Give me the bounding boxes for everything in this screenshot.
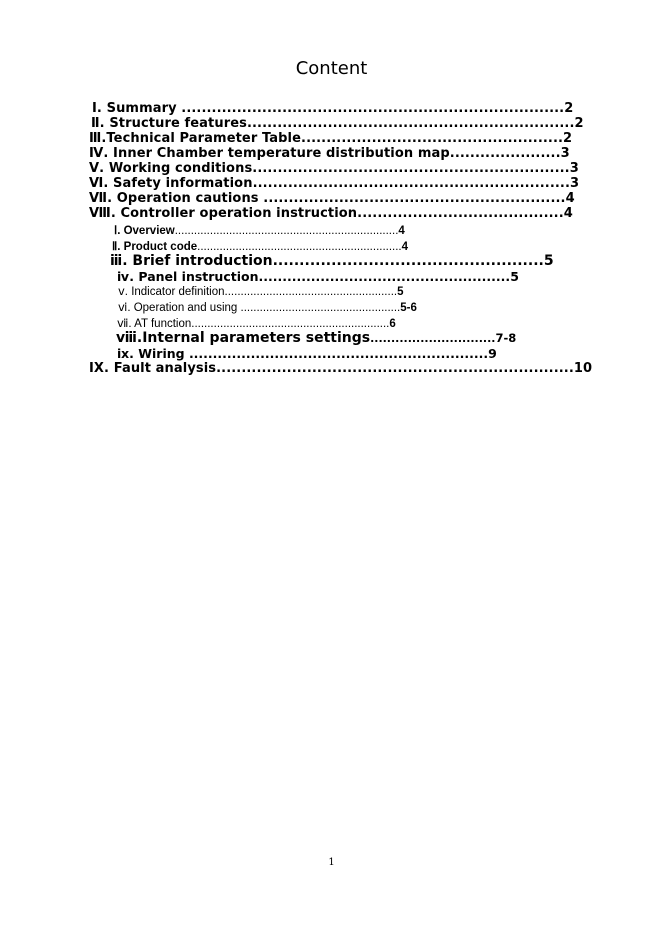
toc-label: ⅲ. Brief introduction <box>110 253 273 269</box>
toc-entry-at-function[interactable] <box>117 316 396 330</box>
toc-entry-operation-and-using[interactable] <box>118 300 417 314</box>
toc-leader: ................................................................. <box>246 116 575 131</box>
toc-label: Ⅶ. Operation cautions <box>89 191 264 206</box>
toc-page-number: 3 <box>569 161 579 176</box>
toc-page-number: 3 <box>570 176 580 191</box>
toc-entry-summary[interactable] <box>92 101 573 116</box>
toc-leader: ............................................................... <box>252 161 570 176</box>
toc-entry-brief-introduction[interactable] <box>110 253 554 269</box>
toc-leader: ............................................................ <box>263 191 566 206</box>
toc-leader: ............................................................................ <box>181 101 565 116</box>
toc-label: ⅴ. Indicator definition <box>118 286 225 298</box>
toc-label: ⅰ. Overview <box>114 225 175 237</box>
toc-leader: ......................................... <box>357 206 564 221</box>
toc-leader: .................................................. <box>240 302 401 314</box>
toc-page-number: 9 <box>488 346 497 361</box>
toc-leader: ...................... <box>449 146 561 161</box>
toc-leader: ................................................................ <box>197 241 402 253</box>
toc-label: Ⅱ. Structure features <box>91 116 247 131</box>
toc-page-number: 6 <box>389 318 396 330</box>
toc-label: Ⅲ.Technical Parameter Table <box>89 131 302 146</box>
toc-entry-overview[interactable] <box>114 223 405 237</box>
toc-leader: ....................................................................... <box>216 361 574 376</box>
toc-page-number: 2 <box>574 116 584 131</box>
toc-page-number: 7-8 <box>495 331 517 345</box>
page-title: Content <box>295 58 368 79</box>
toc-label: ⅵ. Operation and using <box>118 302 241 314</box>
toc-label: Ⅳ. Inner Chamber temperature distribution map <box>89 146 450 161</box>
toc-entry-structure-features[interactable] <box>91 116 584 131</box>
toc-leader: .............................................................. <box>191 318 390 330</box>
toc-page-number: 5-6 <box>400 302 417 314</box>
toc-entry-product-code[interactable] <box>112 239 408 253</box>
toc-label: ⅸ. Wiring <box>117 346 189 361</box>
toc-leader: ............................................................... <box>252 176 570 191</box>
toc-entry-working-conditions[interactable] <box>89 161 579 176</box>
toc-leader: ..................................................... <box>258 269 511 284</box>
toc-entry-operation-cautions[interactable] <box>89 191 575 206</box>
toc-entry-wiring[interactable] <box>117 346 497 361</box>
toc-entry-controller-operation[interactable] <box>89 206 573 221</box>
toc-label: Ⅰ. Summary <box>92 101 182 116</box>
toc-entry-panel-instruction[interactable] <box>117 269 519 284</box>
toc-entry-inner-chamber-map[interactable] <box>89 146 570 161</box>
toc-entry-safety-information[interactable] <box>89 176 579 191</box>
toc-entry-indicator-definition[interactable] <box>118 284 404 298</box>
toc-label: Ⅷ. Controller operation instruction <box>89 206 358 221</box>
toc-page-number: 5 <box>397 286 404 298</box>
toc-leader: ...................................................... <box>224 286 398 298</box>
toc-page-number: 4 <box>401 241 409 253</box>
toc-page-number: 5 <box>510 269 519 284</box>
toc-label: Ⅵ. Safety information <box>89 176 253 191</box>
toc-page-number: 3 <box>560 146 570 161</box>
toc-label: ⅷ.Internal parameters settings <box>116 330 371 346</box>
toc-leader: .............................. <box>370 332 496 345</box>
toc-label: Ⅴ. Working conditions <box>89 161 253 176</box>
toc-leader: ............................................................... <box>188 346 489 361</box>
toc-page-number: 4 <box>398 225 405 237</box>
toc-page-number: 2 <box>564 101 574 116</box>
toc-page-number: 10 <box>573 361 593 376</box>
toc-leader: ................................................... <box>272 253 544 269</box>
toc-label: ⅶ. AT function <box>117 318 192 330</box>
toc-entry-fault-analysis[interactable] <box>89 361 592 376</box>
page-number-footer: 1 <box>328 857 335 868</box>
toc-leader: .................................................... <box>301 131 564 146</box>
toc-page-number: 2 <box>563 131 573 146</box>
toc-label: ⅱ. Product code <box>112 241 198 253</box>
toc-leader: ...................................................................... <box>174 225 399 237</box>
toc-page-number: 4 <box>565 191 575 206</box>
toc-page-number: 5 <box>543 253 554 269</box>
toc-label: IX. Fault analysis <box>89 361 217 376</box>
toc-entry-technical-parameter-table[interactable] <box>89 131 572 146</box>
toc-label: ⅳ. Panel instruction <box>117 269 259 284</box>
toc-entry-internal-parameters[interactable] <box>116 330 516 346</box>
toc-page-number: 4 <box>563 206 573 221</box>
